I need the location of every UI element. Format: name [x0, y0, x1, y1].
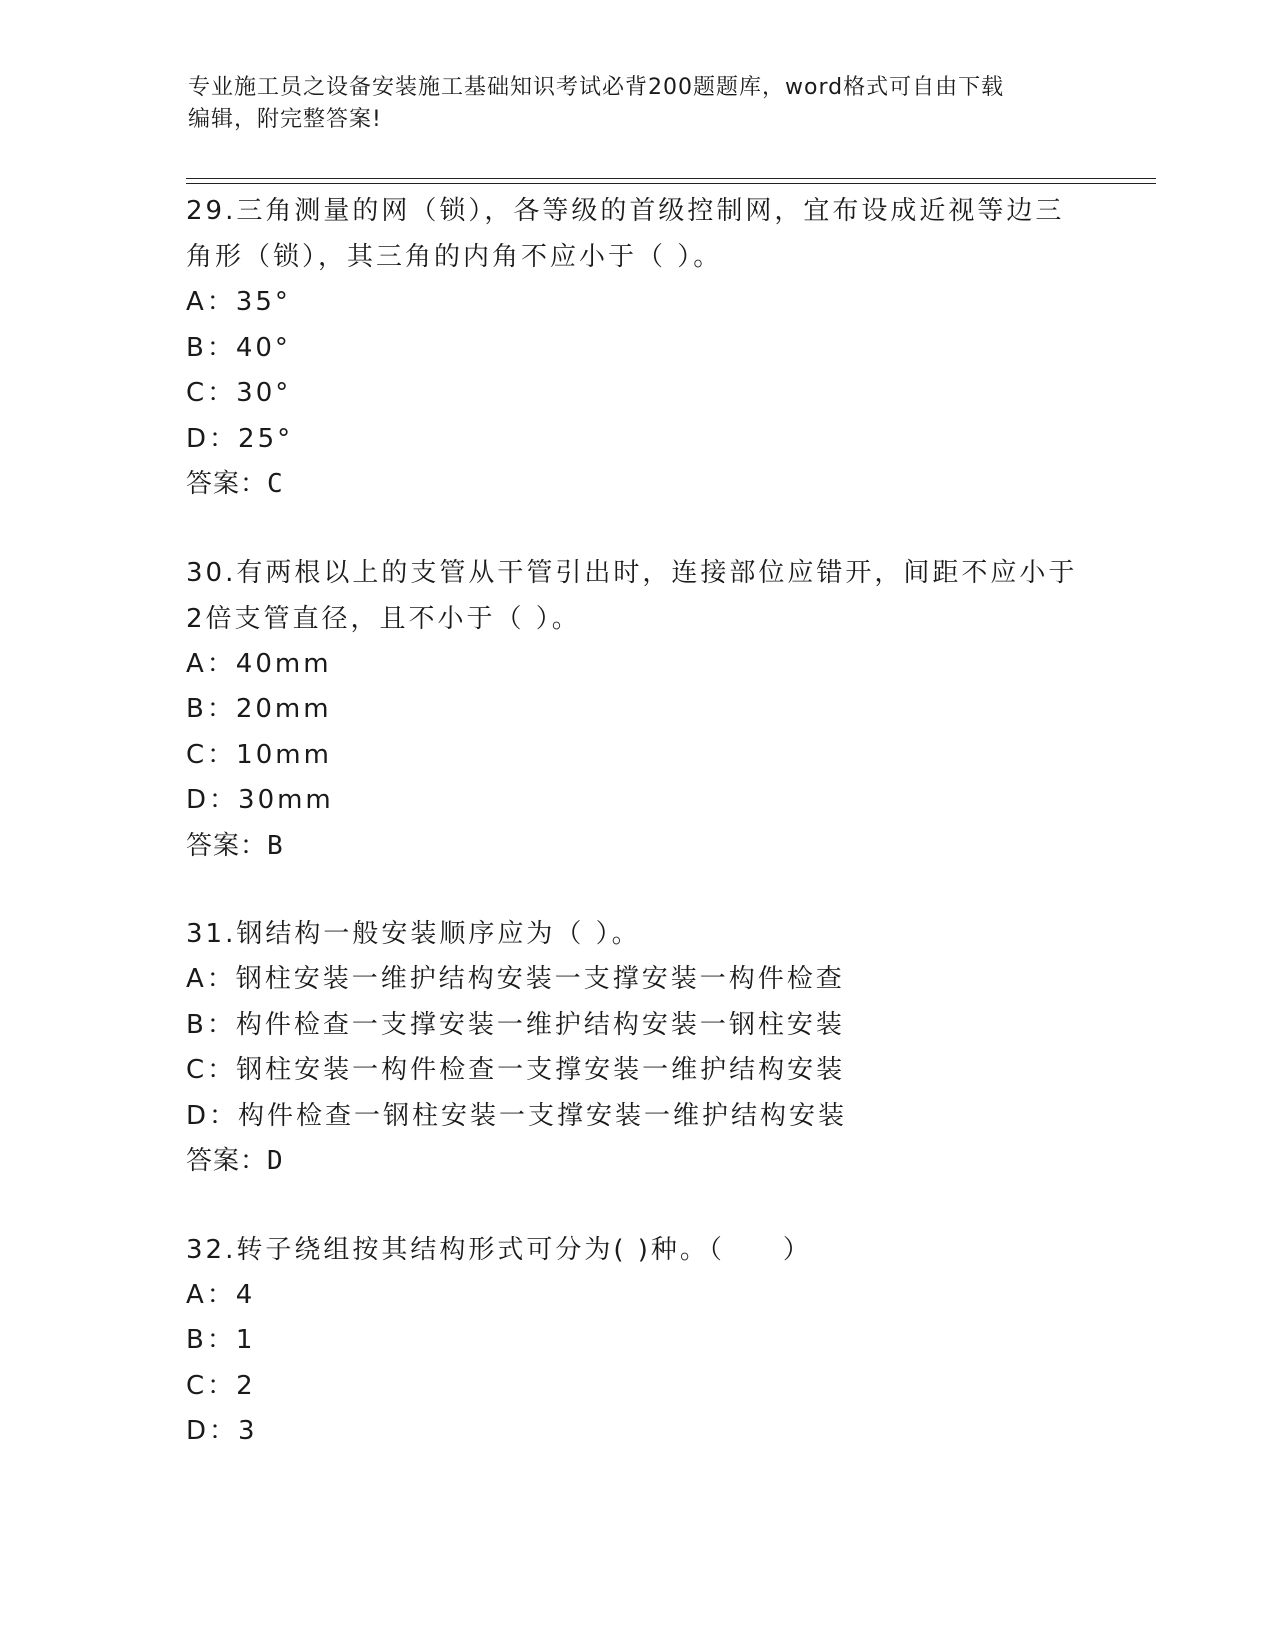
question-stem — [186, 550, 1086, 642]
option-d: D：3 — [186, 1416, 258, 1446]
answer-line — [186, 462, 1086, 508]
answer-value: D — [267, 1146, 284, 1176]
question-stem-line: 29.三角测量的网（锁），各等级的首级控制网，宜布设成近视等边三 — [186, 196, 1065, 226]
answer-line — [186, 824, 1086, 870]
answer-value: B — [267, 830, 284, 861]
header-line-1: 专业施工员之设备安装施工基础知识考试必背200题题库，word格式可自由下载 — [188, 75, 1005, 100]
answer-label: 答案： — [186, 469, 268, 499]
option-a: A：钢柱安装一维护结构安装一支撑安装一构件检查 — [186, 964, 845, 994]
header-divider-top — [186, 178, 1156, 179]
option-c: C：10mm — [186, 739, 332, 770]
header-line-2: 编辑，附完整答案! — [188, 107, 382, 132]
question-stem — [186, 1227, 1086, 1273]
option-c: C：钢柱安装一构件检查一支撑安装一维护结构安装 — [186, 1055, 846, 1085]
answer-label: 答案： — [186, 1146, 268, 1176]
option-b: B：构件检查一支撑安装一维护结构安装一钢柱安装 — [186, 1009, 845, 1040]
question-stem-line: 30.有两根以上的支管从干管引出时，连接部位应错开，间距不应小于 — [186, 557, 1078, 588]
option-c: C：30° — [186, 378, 292, 408]
option-b: B：40° — [186, 332, 291, 363]
question-stem-line: 32.转子绕组按其结构形式可分为( )种。（ ） — [186, 1234, 812, 1265]
option-b: B：1 — [186, 1325, 256, 1355]
option-d: D：30mm — [186, 785, 334, 815]
question-29 — [186, 188, 1086, 508]
question-stem — [186, 911, 1086, 957]
header-divider-bottom — [186, 183, 1156, 184]
answer-line — [186, 1139, 1086, 1185]
answer-value: C — [267, 469, 284, 499]
question-stem — [186, 188, 1086, 280]
question-stem-line: 角形（锁），其三角的内角不应小于（ ）。 — [186, 242, 723, 272]
question-stem-line: 31.钢结构一般安装顺序应为（ ）。 — [186, 919, 641, 949]
option-d: D：构件检查一钢柱安装一支撑安装一维护结构安装 — [186, 1100, 848, 1131]
answer-label: 答案： — [186, 830, 268, 861]
option-d: D：25° — [186, 423, 294, 454]
question-30 — [186, 550, 1086, 870]
option-c: C：2 — [186, 1370, 256, 1401]
question-stem-line: 2倍支管直径，且不小于（ ）。 — [186, 603, 581, 634]
question-list — [186, 188, 1086, 1497]
option-a: A：4 — [186, 1279, 256, 1310]
document-header — [188, 72, 1088, 136]
option-a: A：40mm — [186, 648, 332, 679]
question-31 — [186, 911, 1086, 1185]
option-a: A：35° — [186, 287, 291, 317]
option-b: B：20mm — [186, 694, 332, 724]
question-32 — [186, 1227, 1086, 1455]
